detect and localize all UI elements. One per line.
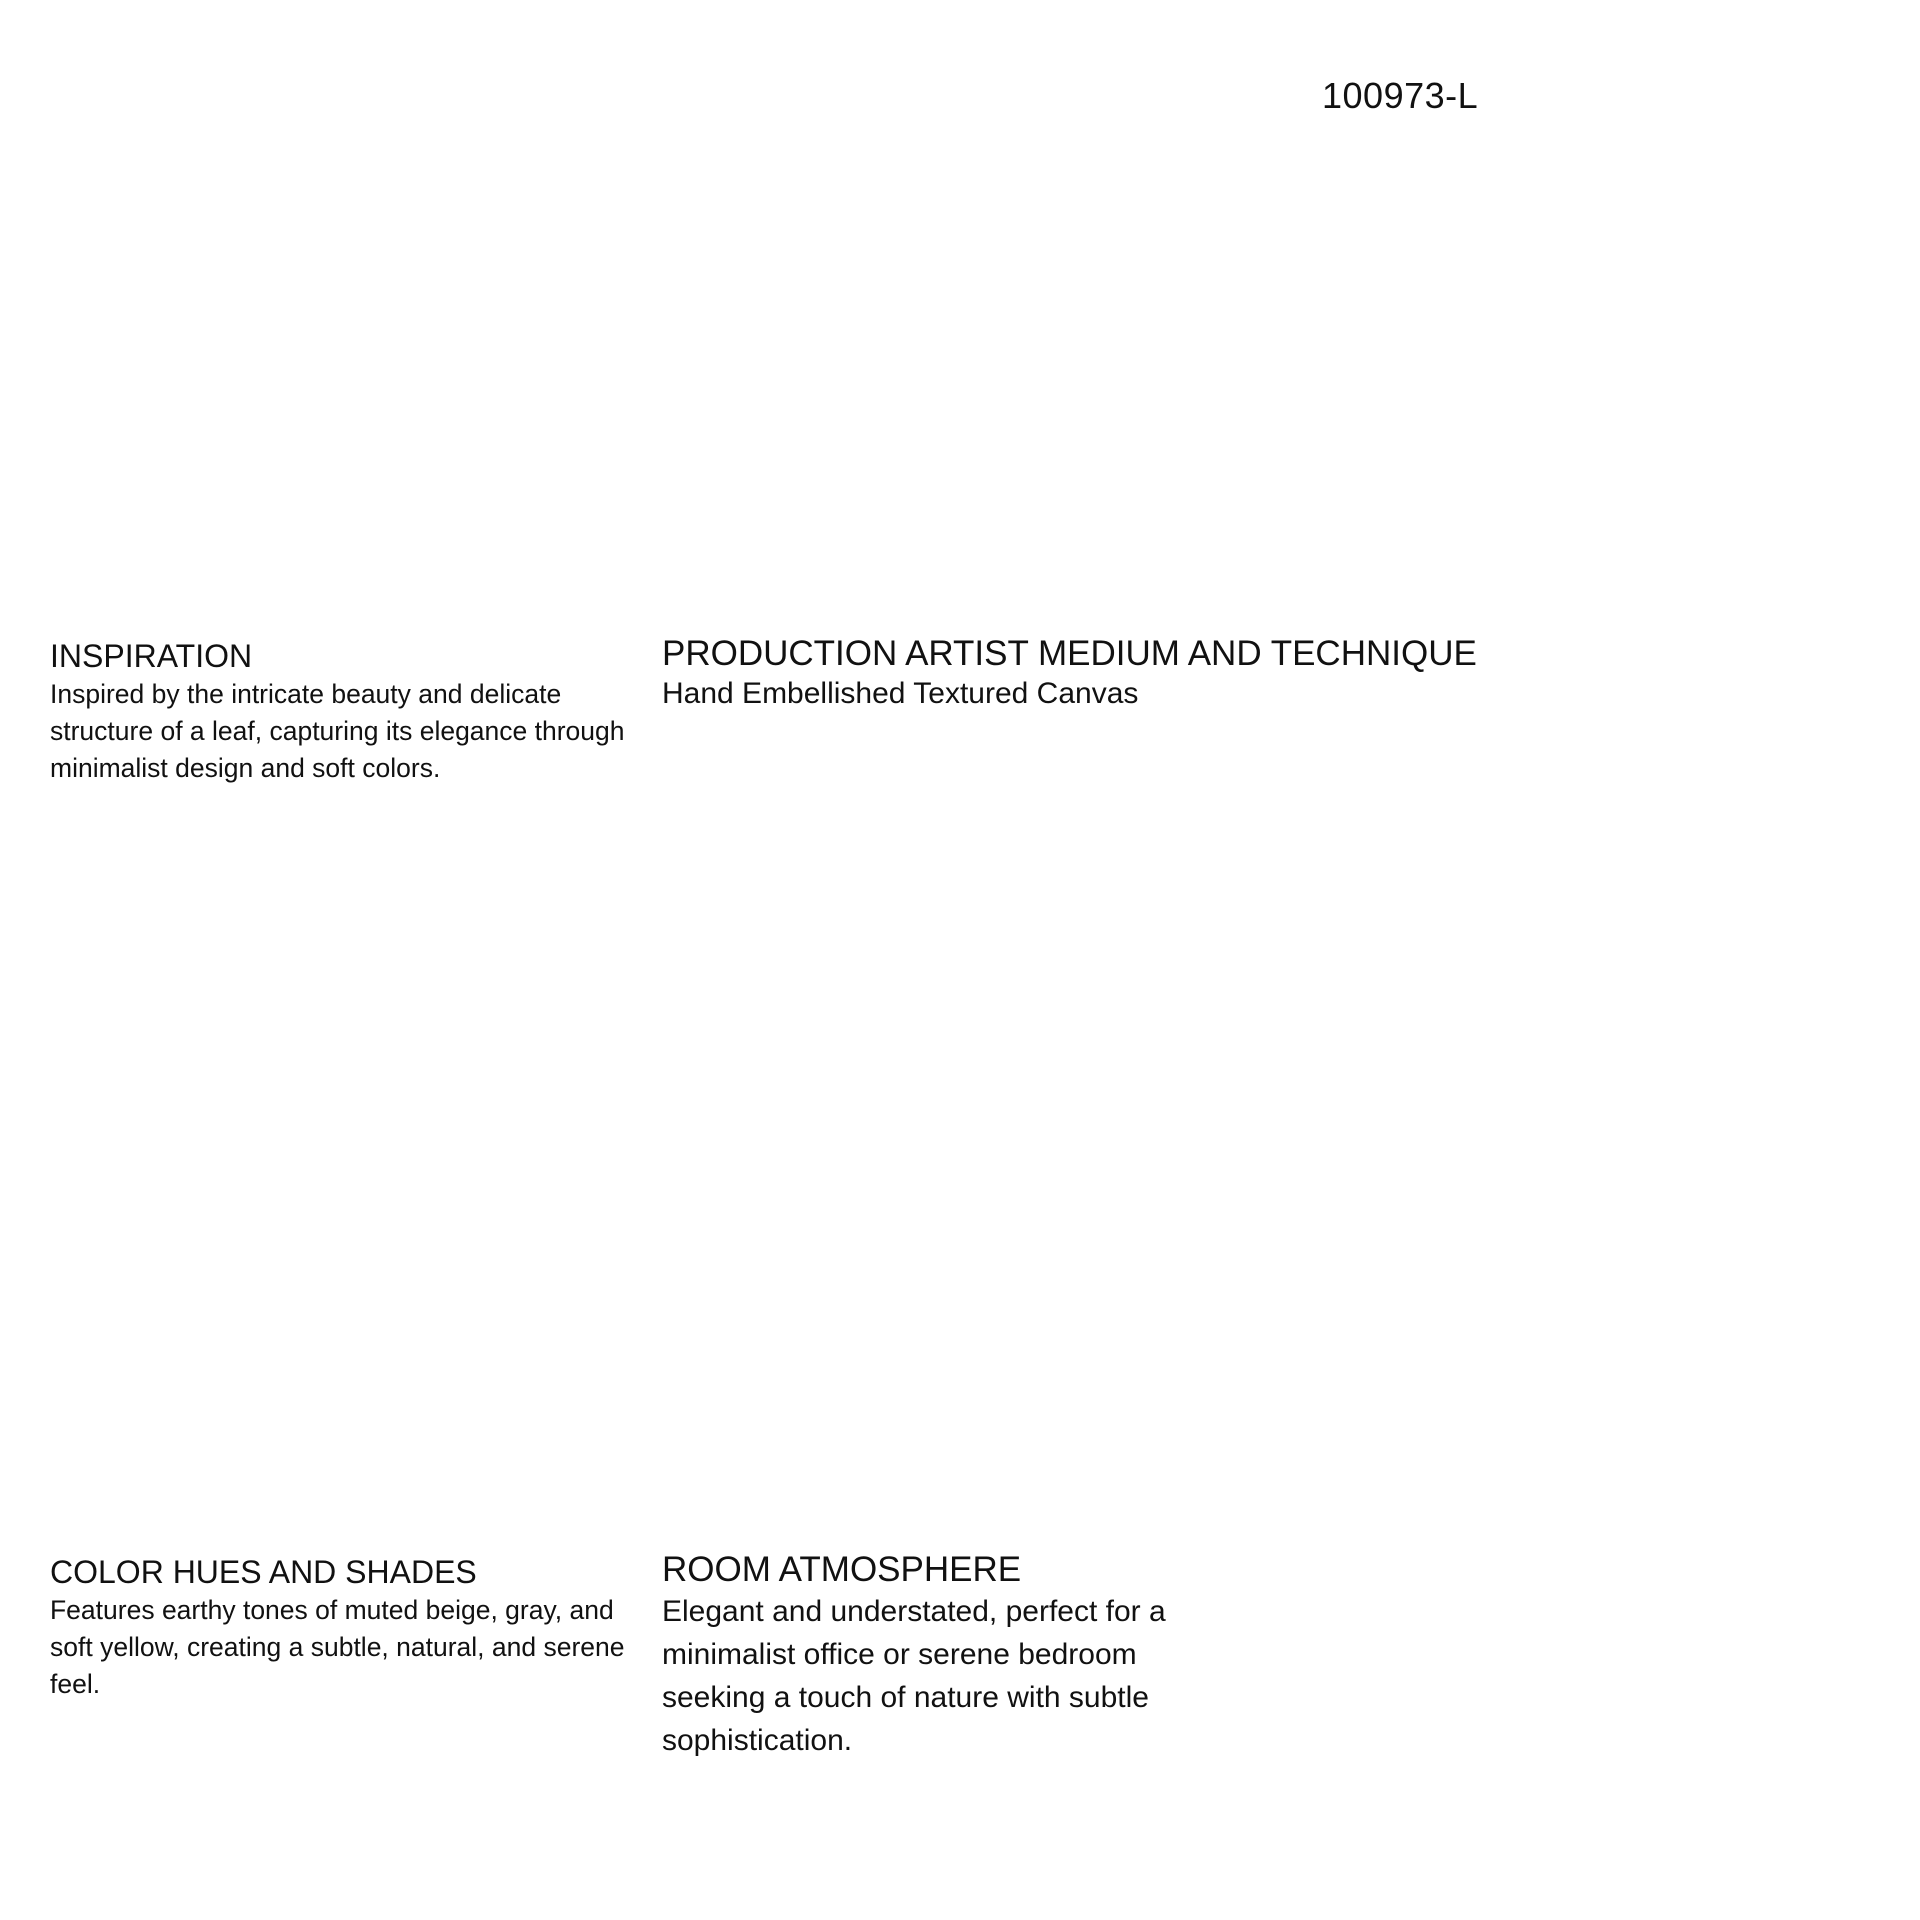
inspiration-text: Inspired by the intricate beauty and delicate structure of a leaf, capturing its elegance through minimalist design and soft colors. bbox=[50, 679, 625, 783]
color-heading: COLOR HUES AND SHADES bbox=[50, 1554, 477, 1590]
inspiration-section bbox=[50, 636, 630, 787]
room-atmosphere-section bbox=[662, 1548, 1242, 1762]
room-atmosphere-text: Elegant and understated, perfect for a minimalist office or serene bedroom seeking a touch of nature with subtle sophistication. bbox=[662, 1595, 1166, 1757]
production-heading: PRODUCTION ARTIST MEDIUM AND TECHNIQUE bbox=[662, 634, 1477, 673]
inspiration-heading: INSPIRATION bbox=[50, 638, 253, 674]
product-code: 100973-L bbox=[1322, 75, 1479, 116]
production-text: Hand Embellished Textured Canvas bbox=[662, 677, 1139, 710]
color-text: Features earthy tones of muted beige, gray, and soft yellow, creating a subtle, natural, and serene feel. bbox=[50, 1595, 625, 1699]
color-section bbox=[50, 1552, 640, 1703]
room-atmosphere-heading: ROOM ATMOSPHERE bbox=[662, 1550, 1022, 1589]
production-section bbox=[662, 632, 1562, 714]
